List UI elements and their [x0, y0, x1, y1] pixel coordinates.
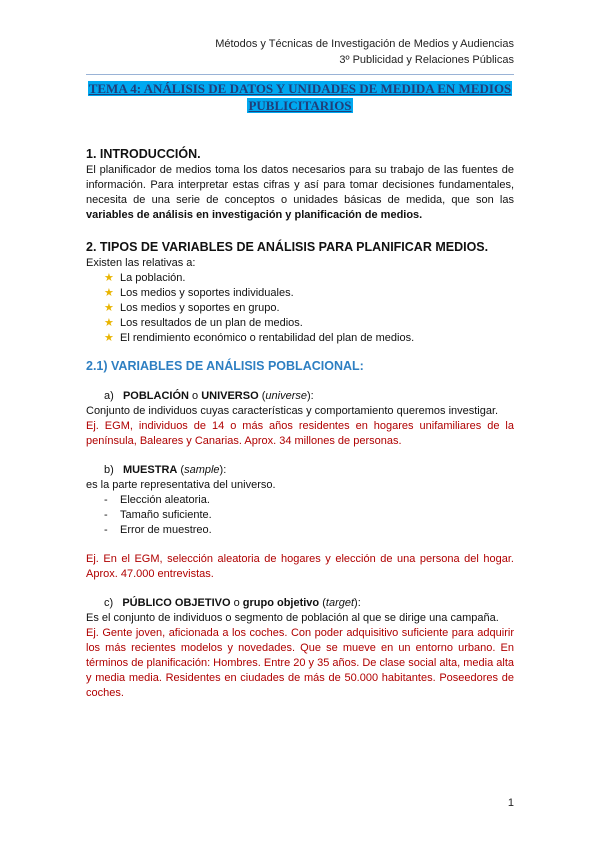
subsection-b-title: b) MUESTRA (sample):	[104, 464, 227, 476]
header-degree: 3º Publicidad y Relaciones Públicas	[339, 54, 514, 66]
section-1-heading: 1. INTRODUCCIÓN.	[86, 147, 201, 161]
subsection-a-example: Ej. EGM, individuos de 14 o más años residentes en hogares unifamiliares de la península, Baleares y Canarias. Aprox. 34 millones de personas.	[86, 420, 514, 447]
subsection-b-example: Ej. En el EGM, selección aleatoria de hogares y elección de una persona del hogar. Aprox. 47.000 entrevistas.	[86, 553, 514, 580]
header-course: Métodos y Técnicas de Investigación de Medios y Audiencias	[215, 38, 514, 50]
subsection-a-text: Conjunto de individuos cuyas características y comportamiento queremos investigar.	[86, 405, 499, 417]
sample-criteria-list	[104, 493, 514, 538]
header-divider	[86, 74, 514, 75]
subsection-b-text: es la parte representativa del universo.	[86, 479, 276, 491]
section-2-1-heading: 2.1) VARIABLES DE ANÁLISIS POBLACIONAL:	[86, 359, 364, 373]
section-2-intro: Existen las relativas a:	[86, 257, 196, 269]
variables-list	[104, 271, 514, 346]
section-1-text: El planificador de medios toma los datos necesarios para su trabajo de las fuentes de información. Para interpretar estas cifras y así para tomar decisiones fundamentales, necesita de una serie de conceptos o unidades básicas de medida, que son las	[86, 164, 514, 206]
document-body	[86, 146, 514, 701]
list-item: - Error de muestreo.	[104, 524, 212, 536]
title-line-1: TEMA 4: ANÁLISIS DE DATOS Y UNIDADES DE MEDIDA EN MEDIOS	[88, 81, 512, 96]
list-item: ★ Los medios y soportes en grupo.	[104, 302, 280, 314]
star-bullet-icon: ★	[104, 332, 114, 344]
list-item: ★ Los medios y soportes individuales.	[104, 287, 294, 299]
section-1-bold-text: variables de análisis en investigación y planificación de medios.	[86, 209, 423, 221]
star-bullet-icon: ★	[104, 272, 114, 284]
list-item: ★ Los resultados de un plan de medios.	[104, 317, 303, 329]
list-item: ★ El rendimiento económico o rentabilidad del plan de medios.	[104, 332, 415, 344]
subsection-c-example: Ej. Gente joven, aficionada a los coches. Con poder adquisitivo suficiente para adquirir los más recientes modelos y novedades. Que se mueve en un entorno urbano. En términos de planificación: Hombres. Entre 20 y 35 años. De clase social alta, media alta y media media. Residentes en ciudades de más de 50.000 habitantes. Poseedores de coches.	[86, 627, 514, 699]
page-title	[86, 80, 514, 114]
page-number: 1	[507, 797, 514, 809]
list-item: - Tamaño suficiente.	[104, 509, 212, 521]
subsection-a-title: a) POBLACIÓN o UNIVERSO (universe):	[104, 390, 314, 402]
subsection-c-text: Es el conjunto de individuos o segmento de población al que se dirige una campaña.	[86, 612, 499, 624]
list-item: ★ La población.	[104, 272, 186, 284]
star-bullet-icon: ★	[104, 287, 114, 299]
title-line-2: PUBLICITARIOS	[248, 98, 352, 113]
list-item: - Elección aleatoria.	[104, 494, 210, 506]
star-bullet-icon: ★	[104, 302, 114, 314]
running-header	[215, 36, 514, 68]
star-bullet-icon: ★	[104, 317, 114, 329]
section-2-heading: 2. TIPOS DE VARIABLES DE ANÁLISIS PARA PLANIFICAR MEDIOS.	[86, 240, 489, 254]
subsection-c-title: c) PÚBLICO OBJETIVO o grupo objetivo (target):	[104, 597, 361, 609]
section-1-paragraph	[86, 163, 514, 223]
